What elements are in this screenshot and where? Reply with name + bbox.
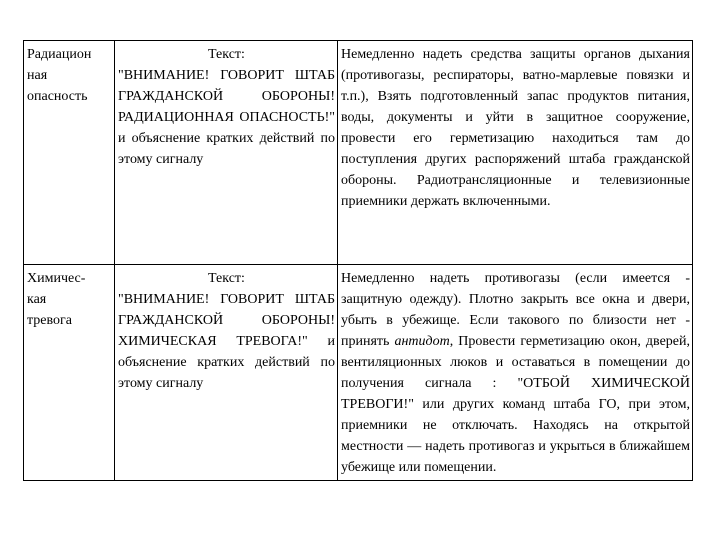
table-row [24,41,693,265]
announcement-text-cell [115,41,338,265]
action-instructions-part: , Провести герметизацию окон, дверей, вентиляционных люков и оставаться в помещении до получения сигнала : "ОТБОЙ ХИМИЧЕСКОЙ ТРЕВОГИ!" или других команд штаба ГО, при этом, приемники не отключать. Находясь на открытой местности — надеть противогаз и укрыться в ближайшем убежище или помещении. [341,334,690,475]
signal-name-line: тревога [27,313,72,328]
announcement-text: "ВНИМАНИЕ! ГОВОРИТ ШТАБ ГРАЖДАНСКОЙ ОБОРОНЫ! РАДИАЦИОННАЯ ОПАСНОСТЬ!" и объяснение кратких действий по этому сигналу [118,68,335,167]
signal-name-line: опасность [27,89,88,104]
action-instructions: Немедленно надеть средства защиты органов дыхания (противогазы, респираторы, ватно-марлевые повязки и т.п.), Взять подготовленный запас продуктов питания, воды, документы и уйти в защитное сооружение, провести его герметизацию находиться там до поступления других распоряжений штаба гражданской обороны. Радиотрансляционные и телевизионные приемники держать включенными. [341,47,690,209]
antidote-term: антидот [394,334,450,349]
signal-name-line: кая [27,292,47,307]
signal-name-cell [24,41,115,265]
announcement-text: "ВНИМАНИЕ! ГОВОРИТ ШТАБ ГРАЖДАНСКОЙ ОБОРОНЫ! ХИМИЧЕСКАЯ ТРЕВОГА!" и объяснение кратких действий по этому сигналу [118,292,335,391]
announcement-text-cell [115,265,338,481]
action-instructions-cell [338,265,693,481]
text-label: Текст: [208,47,245,62]
signal-name-line: Радиацион [27,47,92,62]
civil-defense-signals-table [23,40,693,481]
action-instructions-cell [338,41,693,265]
action-instructions-part: Немедленно надеть противогазы (если имеется - защитную одежду). Плотно закрыть все окна и двери, убыть в убежище. Если такового по близости нет - принять [341,271,690,349]
signal-name-cell [24,265,115,481]
text-label: Текст: [208,271,245,286]
table-row [24,265,693,481]
signal-name-line: Химичес- [27,271,86,286]
signal-name-line: ная [27,68,48,83]
